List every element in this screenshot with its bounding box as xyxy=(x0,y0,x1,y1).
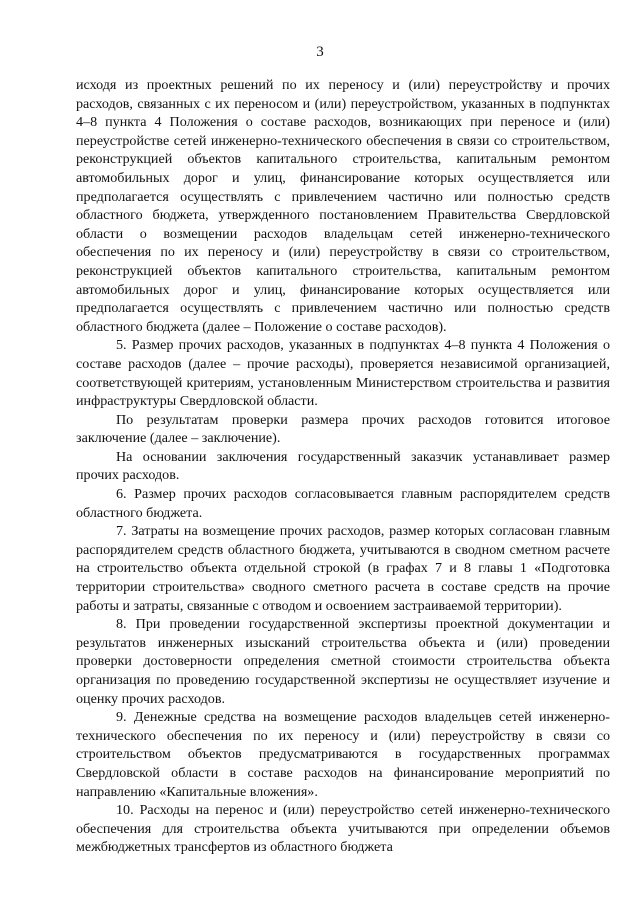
paragraph-continuation: исходя из проектных решений по их переносу и (или) переустройству и прочих расходов, связанных с их переносом и (или) переустройством, указанных в подпунктах 4–8 пункта 4 Положения о составе расходов, возникающих при переносе и (или) переустройстве сетей инженерно-технического обеспечения в связи со строительством, реконструкцией объектов капитального строительства, капитальным ремонтом автомобильных дорог и улиц, финансирование которых осуществляется или предполагается осуществлять с привлечением частично или полностью средств областного бюджета, утвержденного постановлением Правительства Свердловской области о возмещении расходов владельцам сетей инженерно-технического обеспечения по их переносу и (или) переустройству в связи со строительством, реконструкцией объектов капитального строительства, капитальным ремонтом автомобильных дорог и улиц, финансирование которых осуществляется или предполагается осуществлять с привлечением частично или полностью средств областного бюджета (далее – Положение о составе расходов). xyxy=(76,77,610,335)
page-number: 3 xyxy=(316,44,324,60)
paragraph-conclusion: По результатам проверки размера прочих расходов готовится итоговое заключение (далее – заключение). xyxy=(76,411,610,447)
paragraph-item-5: 5. Размер прочих расходов, указанных в подпунктах 4–8 пункта 4 Положения о составе расходов (далее – прочие расходы), проверяется независимой организацией, соответствующей критериям, установленным Министерством строительства и развития инфраструктуры Свердловской области. xyxy=(76,337,610,410)
paragraph-item-8: 8. При проведении государственной экспертизы проектной документации и результатов инженерных изысканий строительства объекта и (или) проведении проверки достоверности определения сметной стоимости строительства объекта организация по проведению государственной экспертизы не осуществляет изучение и оценку прочих расходов. xyxy=(76,616,610,707)
paragraph-item-6: 6. Размер прочих расходов согласовывается главным распорядителем средств областного бюджета. xyxy=(76,486,610,521)
paragraph-item-10: 10. Расходы на перенос и (или) переустройство сетей инженерно-технического обеспечения для строительства объекта учитываются при определении объемов межбюджетных трансфертов из областного бюджета xyxy=(76,802,610,856)
paragraph-item-9: 9. Денежные средства на возмещение расходов владельцев сетей инженерно-технического обеспечения по их переносу и (или) переустройству в связи со строительством объектов предусматриваются в государственных программах Свердловской области в составе расходов на финансирование мероприятий по направлению «Капитальные вложения». xyxy=(76,709,610,800)
paragraph-item-7: 7. Затраты на возмещение прочих расходов, размер которых согласован главным распорядителем средств областного бюджета, учитываются в сводном сметном расчете на строительство объекта отдельной строкой (в графах 7 и 8 главы 1 «Подготовка территории строительства» сводного сметного расчета в составе средств на прочие работы и затраты, связанные с отводом и освоением застраиваемой территории). xyxy=(76,523,610,614)
paragraph-customer-sets-amount: На основании заключения государственный заказчик устанавливает размер прочих расходов. xyxy=(76,448,610,484)
document-body xyxy=(76,76,610,857)
